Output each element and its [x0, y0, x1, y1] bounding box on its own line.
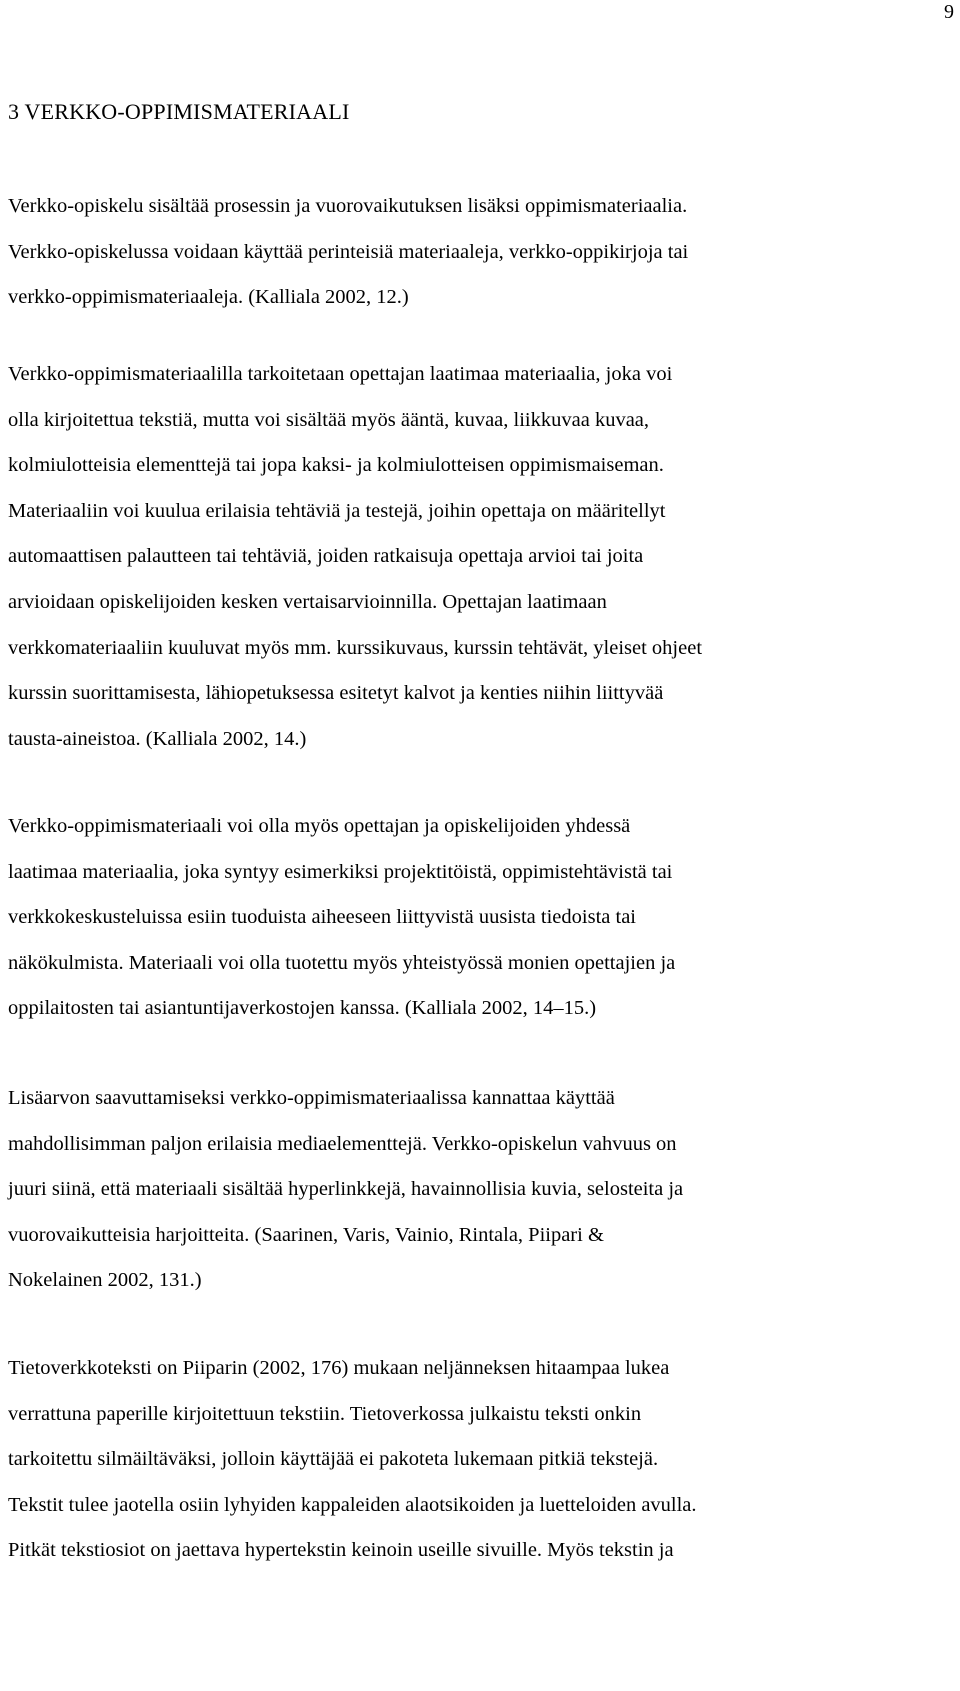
chapter-heading: 3 VERKKO-OPPIMISMATERIAALI: [8, 99, 350, 124]
text-line: Pitkät tekstiosiot on jaettava hypertekstin keinoin useille sivuille. Myös tekstin ja: [8, 1539, 674, 1562]
text-line: Nokelainen 2002, 131.): [8, 1269, 202, 1292]
text-line: verkko-oppimismateriaaleja. (Kalliala 2002, 12.): [8, 286, 409, 309]
text-line: verkkokeskusteluissa esiin tuoduista aiheeseen liittyvistä uusista tiedoista tai: [8, 906, 636, 929]
text-line: kurssin suorittamisesta, lähiopetuksessa esitetyt kalvot ja kenties niihin liittyvää: [8, 682, 664, 705]
text-line: olla kirjoitettua tekstiä, mutta voi sisältää myös ääntä, kuvaa, liikkuvaa kuvaa,: [8, 408, 650, 431]
text-line: arvioidaan opiskelijoiden kesken vertaisarvioinnilla. Opettajan laatimaan: [8, 590, 607, 613]
text-line: Verkko-opiskelussa voidaan käyttää perinteisiä materiaaleja, verkko-oppikirjoja tai: [8, 240, 689, 263]
text-line: verkkomateriaaliin kuuluvat myös mm. kurssikuvaus, kurssin tehtävät, yleiset ohjeet: [8, 636, 703, 659]
text-line: oppilaitosten tai asiantuntijaverkostojen kanssa. (Kalliala 2002, 14–15.): [8, 997, 597, 1020]
text-line: tarkoitettu silmäiltäväksi, jolloin käyttäjää ei pakoteta lukemaan pitkiä tekstejä.: [8, 1448, 659, 1471]
text-line: Verkko-opiskelu sisältää prosessin ja vuorovaikutuksen lisäksi oppimismateriaalia.: [8, 195, 688, 217]
text-line: mahdollisimman paljon erilaisia mediaelementtejä. Verkko-opiskelun vahvuus on: [8, 1132, 677, 1155]
paragraph: [8, 1076, 943, 1304]
text-line: Verkko-oppimismateriaalilla tarkoitetaan opettajan laatimaa materiaalia, joka voi: [8, 363, 673, 385]
text-line: automaattisen palautteen tai tehtäviä, joiden ratkaisuja opettaja arvioi tai joita: [8, 545, 644, 568]
paragraph: [8, 1346, 943, 1574]
paragraph: [8, 184, 943, 321]
paragraph: [8, 352, 943, 762]
text-line: Lisäarvon saavuttamiseksi verkko-oppimismateriaalissa kannattaa käyttää: [8, 1087, 615, 1109]
text-line: Verkko-oppimismateriaali voi olla myös opettajan ja opiskelijoiden yhdessä: [8, 815, 631, 837]
text-line: juuri siinä, että materiaali sisältää hyperlinkkejä, havainnollisia kuvia, selosteita ja: [8, 1178, 684, 1201]
page-number: 9: [944, 1, 954, 23]
text-line: verrattuna paperille kirjoitettuun tekstiin. Tietoverkossa julkaistu teksti onkin: [8, 1402, 642, 1425]
text-line: Tekstit tulee jaotella osiin lyhyiden kappaleiden alaotsikoiden ja luetteloiden avulla.: [8, 1493, 697, 1516]
text-line: laatimaa materiaalia, joka syntyy esimerkiksi projektitöistä, oppimistehtävistä tai: [8, 860, 673, 883]
text-line: Materiaaliin voi kuulua erilaisia tehtäviä ja testejä, joihin opettaja on määritellyt: [8, 499, 666, 522]
paragraph: [8, 804, 943, 1032]
text-line: kolmiulotteisia elementtejä tai jopa kaksi- ja kolmiulotteisen oppimismaiseman.: [8, 454, 664, 477]
text-line: vuorovaikutteisia harjoitteita. (Saarinen, Varis, Vainio, Rintala, Piipari &: [8, 1223, 604, 1246]
text-line: näkökulmista. Materiaali voi olla tuotettu myös yhteistyössä monien opettajien ja: [8, 951, 676, 974]
text-line: Tietoverkkoteksti on Piiparin (2002, 176) mukaan neljänneksen hitaampaa lukea: [8, 1357, 670, 1379]
text-line: tausta-aineistoa. (Kalliala 2002, 14.): [8, 727, 307, 750]
